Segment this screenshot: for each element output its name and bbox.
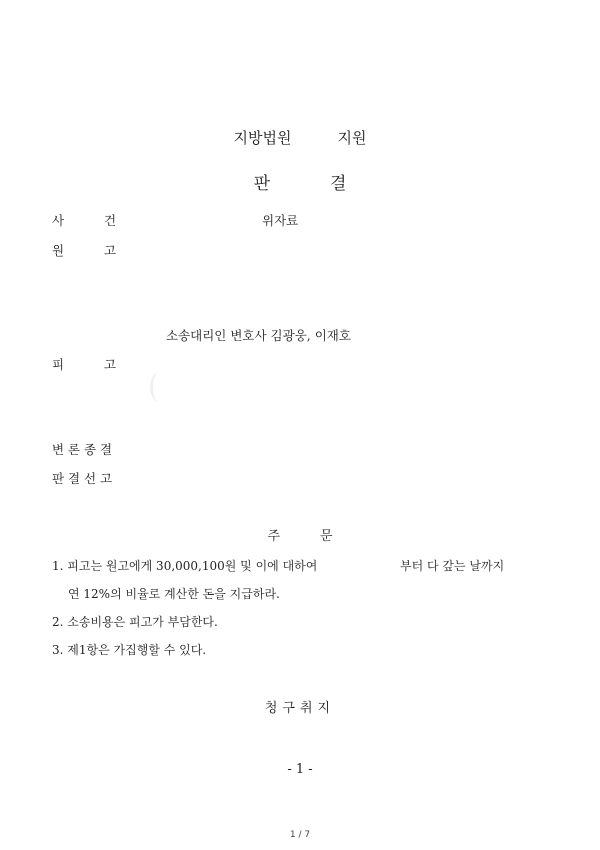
faint-smudge <box>150 372 169 402</box>
claim-heading: 청구취지 <box>264 701 336 716</box>
title-char-1: 판 <box>253 174 270 194</box>
page-footer: 1 / 7 <box>289 830 311 840</box>
court-name <box>0 127 600 148</box>
order-item-3: 3. 제1항은 가집행할 수 있다. <box>52 643 207 657</box>
document-title <box>0 169 600 194</box>
defendant-label: 피 고 <box>52 357 117 372</box>
pronounce-date-label: 판 결 선 고 <box>52 471 113 486</box>
order-item-1: 1. 피고는 원고에게 30,000,100원 및 이에 대하여 <box>52 559 318 573</box>
title-char-2: 결 <box>330 174 347 194</box>
plaintiff-label: 원 고 <box>52 243 117 258</box>
closing-date-label: 변 론 종 결 <box>52 442 113 457</box>
plaintiff-counsel: 소송대리인 변호사 김광웅, 이재호 <box>166 328 351 343</box>
page-number: - 1 - <box>287 762 313 777</box>
court-name-part2: 지원 <box>337 129 367 147</box>
order-item-1-tail: 부터 다 갚는 날까지 <box>400 559 505 573</box>
order-heading: 주 문 <box>267 529 333 544</box>
order-item-2: 2. 소송비용은 피고가 부담한다. <box>52 615 218 629</box>
case-label: 사 건 <box>52 213 117 228</box>
order-item-1-continued: 연 12%의 비율로 계산한 돈을 지급하라. <box>68 587 280 601</box>
case-value: 위자료 <box>262 213 299 228</box>
court-name-part1: 지방법원 <box>233 129 292 147</box>
